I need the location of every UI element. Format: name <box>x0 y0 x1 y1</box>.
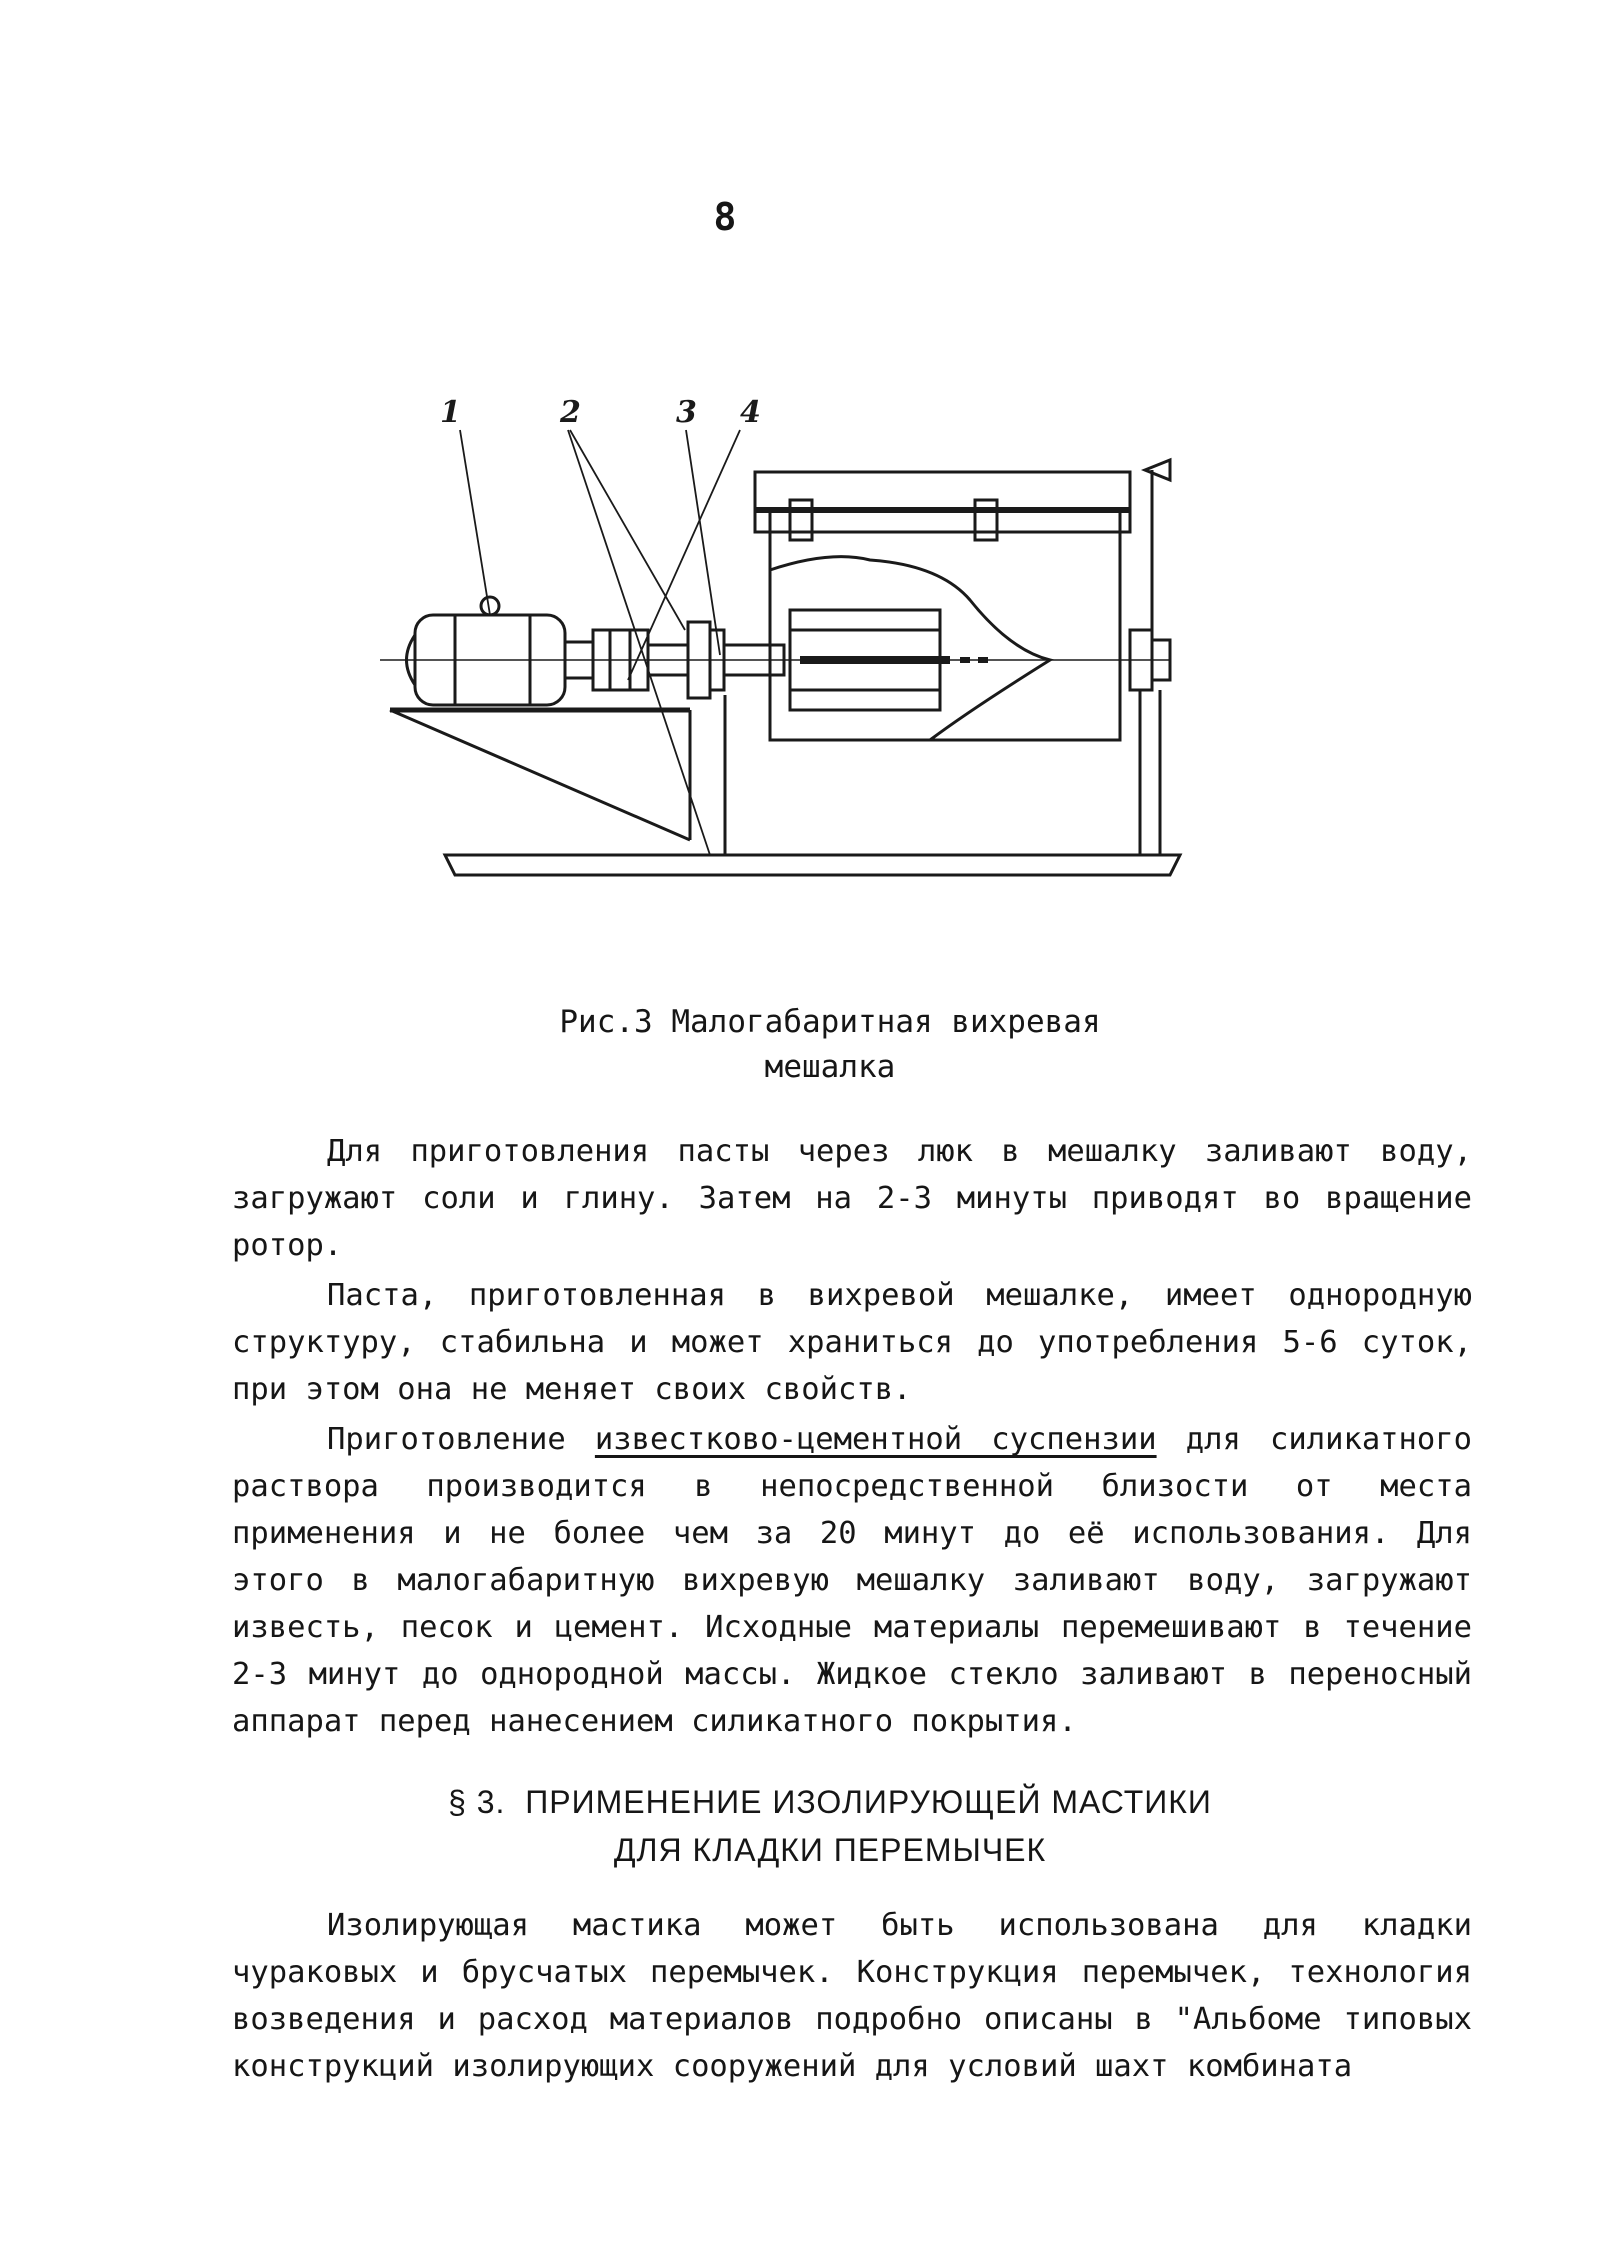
caption-line-1: Рис.3 Малогабаритная вихревая <box>559 1004 1101 1040</box>
callout-2: 2 <box>560 395 581 430</box>
callout-4: 4 <box>740 395 761 430</box>
cutaway-edge <box>770 557 1050 740</box>
leader-2 <box>570 430 685 630</box>
figure-caption <box>0 1000 1618 1090</box>
callout-3: 3 <box>676 395 697 430</box>
mixer-figure <box>370 360 1200 920</box>
callout-1: 1 <box>440 395 461 430</box>
section-heading <box>0 1778 1618 1874</box>
paragraph-3-start: Приготовление <box>327 1422 595 1457</box>
lid-latch <box>790 500 812 540</box>
caption-line-2: мешалка <box>764 1049 896 1085</box>
page-number: 8 <box>713 195 737 239</box>
leader-1 <box>460 430 490 615</box>
paragraph-3-underlined: известково-цементной суспензии <box>594 1422 1157 1457</box>
paragraph-3 <box>232 1416 1472 1745</box>
handle-grip <box>1145 460 1170 480</box>
paragraph-1: Для приготовления пасты через люк в мешалку заливают воду, загружают соли и глину. Затем на 2-3 минуты приводят во вращение ротор. <box>232 1134 1472 1263</box>
mixer-drawing <box>370 360 1200 920</box>
tank-body <box>770 510 1120 740</box>
paragraph-2: Паста, приготовленная в вихревой мешалке, имеет однородную структуру, стабильна и может храниться до употребления 5-6 суток, при этом она не меняет своих свойств. <box>232 1278 1472 1407</box>
section-number: § 3. <box>448 1784 506 1820</box>
paragraph-3-rest: для силикатного раствора производится в непосредственной близости от места применения и не более чем за 20 минут до её использования. Для этого в малогабаритную вихревую мешалку заливают воду, загружают известь, песок и цемент. Исходные материалы перемешивают в течение 2-3 минут до однородной массы. Жидкое стекло заливают в переносный аппарат перед нанесением силикатного покрытия. <box>232 1422 1472 1739</box>
base-plate <box>445 855 1180 875</box>
platform-brace <box>390 710 690 840</box>
section-title-line-1: ПРИМЕНЕНИЕ ИЗОЛИРУЮЩЕЙ МАСТИКИ <box>525 1784 1212 1820</box>
lid-latch <box>975 500 997 540</box>
paragraph-4: Изолирующая мастика может быть использована для кладки чураковых и брусчатых перемычек. Конструкция перемычек, технология возведения и расход материалов подробно описаны в "Альбоме типовых конструкций изолирующих сооружений для условий шахт комбината <box>232 1908 1472 2084</box>
section-title-line-2: ДЛЯ КЛАДКИ ПЕРЕМЫЧЕК <box>613 1832 1047 1868</box>
section-heading-line-1 <box>0 1778 1618 1826</box>
